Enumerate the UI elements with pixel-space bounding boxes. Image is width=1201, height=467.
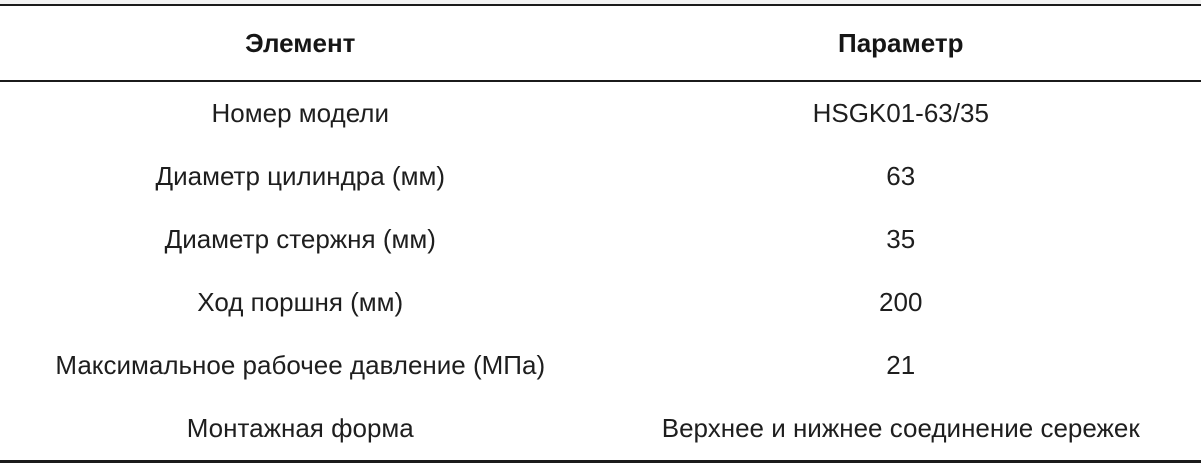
cell-parameter-piston-stroke: 200 [879,287,923,317]
cell-parameter-model-number: HSGK01-63/35 [812,98,989,128]
cell-element-cylinder-diameter: Диаметр цилиндра (мм) [155,161,445,191]
cell-element-mounting-form: Монтажная форма [186,413,414,443]
header-row [0,5,1201,81]
cell-element-max-pressure: Максимальное рабочее давление (МПа) [55,350,546,380]
table-row [0,81,1201,145]
cell-parameter-rod-diameter: 35 [886,224,916,254]
cell-element-piston-stroke: Ход поршня (мм) [197,287,404,317]
table-row [0,334,1201,397]
cell-element-model-number: Номер модели [211,98,389,128]
table-row [0,397,1201,462]
table-row [0,271,1201,334]
table-row [0,145,1201,208]
cell-parameter-cylinder-diameter: 63 [886,161,916,191]
cell-element-rod-diameter: Диаметр стержня (мм) [164,224,436,254]
table-row [0,208,1201,271]
cell-parameter-max-pressure: 21 [886,350,916,380]
spec-table-header [0,5,1201,81]
cell-parameter-mounting-form: Верхнее и нижнее соединение сережек [661,413,1140,443]
spec-table-body [0,81,1201,462]
column-header-element: Элемент [0,5,601,81]
spec-table [0,4,1201,463]
column-header-parameter: Параметр [601,5,1201,81]
